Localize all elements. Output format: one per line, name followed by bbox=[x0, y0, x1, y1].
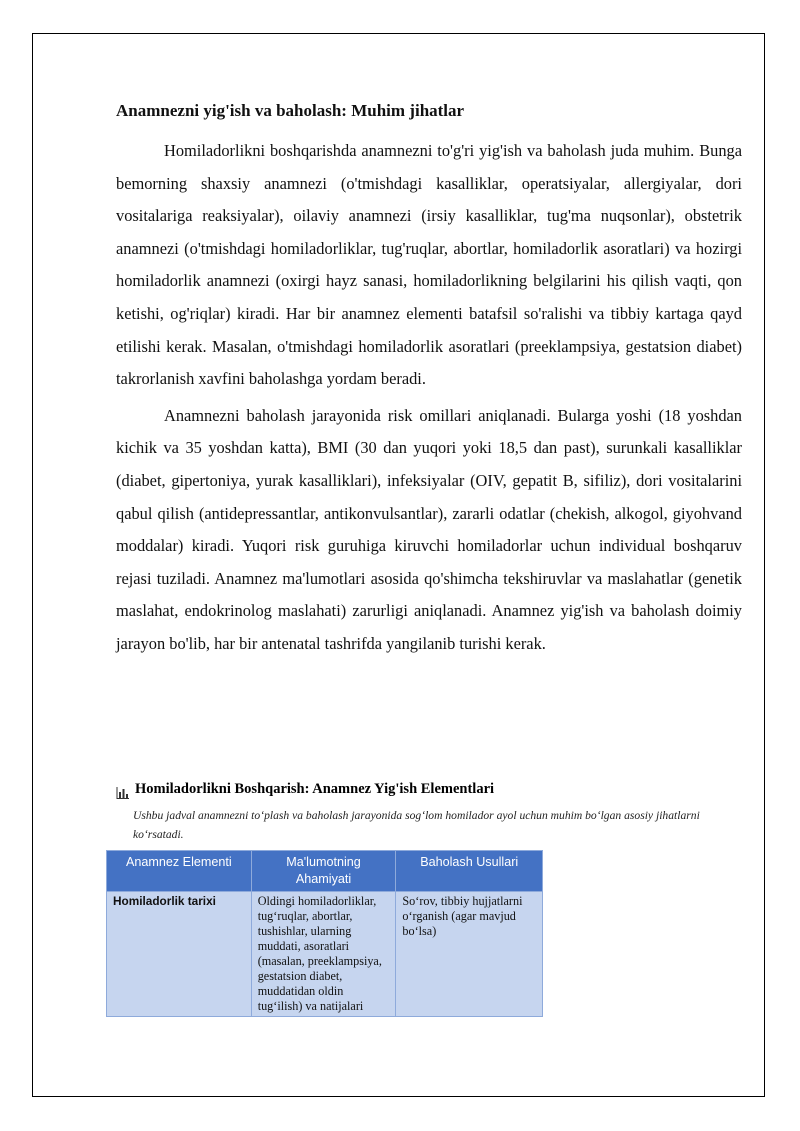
table-caption: Ushbu jadval anamnezni to‘plash va baholash jarayonida sog‘lom homilador ayol uchun muhim bo‘lgan asosiy jihatlarni ko‘rsatadi. bbox=[133, 809, 700, 841]
table-title: Homiladorlikni Boshqarish: Anamnez Yig'ish Elementlari bbox=[135, 781, 495, 797]
anamnesis-elements-table bbox=[106, 850, 543, 1017]
document-body bbox=[116, 97, 742, 665]
cell-importance: Oldingi homiladorliklar, tug‘ruqlar, abortlar, tushishlar, ularning muddati, asoratlari (masalan, preeklampsiya, gestatsion diabet, muddatidan oldin tug‘ilish) va natijalari bbox=[251, 892, 396, 1017]
column-header-element: Anamnez Elementi bbox=[107, 851, 252, 892]
cell-element: Homiladorlik tarixi bbox=[107, 892, 252, 1017]
table-header-row bbox=[107, 851, 543, 892]
table-row bbox=[107, 892, 543, 1017]
table-title-row bbox=[116, 778, 746, 800]
paragraph-anamnesis-collection: Homiladorlikni boshqarishda anamnezni to'g'ri yig'ish va baholash juda muhim. Bunga bemorning shaxsiy anamnezi (o'tmishdagi kasalliklar, operatsiyalar, allergiyalar, dori vositalariga reaksiyalar), oilaviy anamnezi (irsiy kasalliklar, tug'ma nuqsonlar), obstetrik anamnezi (o'tmishdagi homiladorliklar, tug'ruqlar, abortlar, homiladorlik asoratlari) va hozirgi homiladorlik anamnezi (oxirgi hayz sanasi, homiladorlikning belgilarini his qilish vaqti, qon ketishi, og'riqlar) kiradi. Har bir anamnez elementi batafsil so'ralishi va tibbiy kartaga qayd etilishi kerak. Masalan, o'tmishdagi homiladorlik asoratlari (preeklampsiya, gestatsion diabet) takrorlanish xavfini baholashga yordam beradi. bbox=[116, 141, 742, 389]
paragraph-risk-assessment: Anamnezni baholash jarayonida risk omillari aniqlanadi. Bularga yoshi (18 yoshdan kichik va 35 yoshdan katta), BMI (30 dan yuqori yoki 18,5 dan past), surunkali kasalliklar (diabet, gipertoniya, yurak kasalliklari), infeksiyalar (OIV, gepatit B, sifiliz), dori vositalarini qabul qilish (antidepressantlar, antikonvulsantlar), zararli odatlar (chekish, alkogol, giyohvand moddalar) kiradi. Yuqori risk guruhiga kiruvchi homiladorlar uchun individual boshqaruv rejasi tuziladi. Anamnez ma'lumotlari asosida qo'shimcha tekshiruvlar va maslahatlar (genetik maslahat, endokrinolog maslahati) zarurligi aniqlanadi. Anamnez yig'ish va baholash doimiy jarayon bo'lib, har bir antenatal tashrifda yangilanib turishi kerak. bbox=[116, 405, 742, 653]
column-header-methods: Baholash Usullari bbox=[396, 851, 543, 892]
bar-chart-icon bbox=[116, 784, 129, 796]
table-section bbox=[113, 778, 746, 1017]
cell-methods: So‘rov, tibbiy hujjatlarni o‘rganish (agar mavjud bo‘lsa) bbox=[396, 892, 543, 1017]
section-heading: Anamnezni yig'ish va baholash: Muhim jihatlar bbox=[116, 101, 465, 120]
column-header-importance: Ma'lumotning Ahamiyati bbox=[251, 851, 396, 892]
